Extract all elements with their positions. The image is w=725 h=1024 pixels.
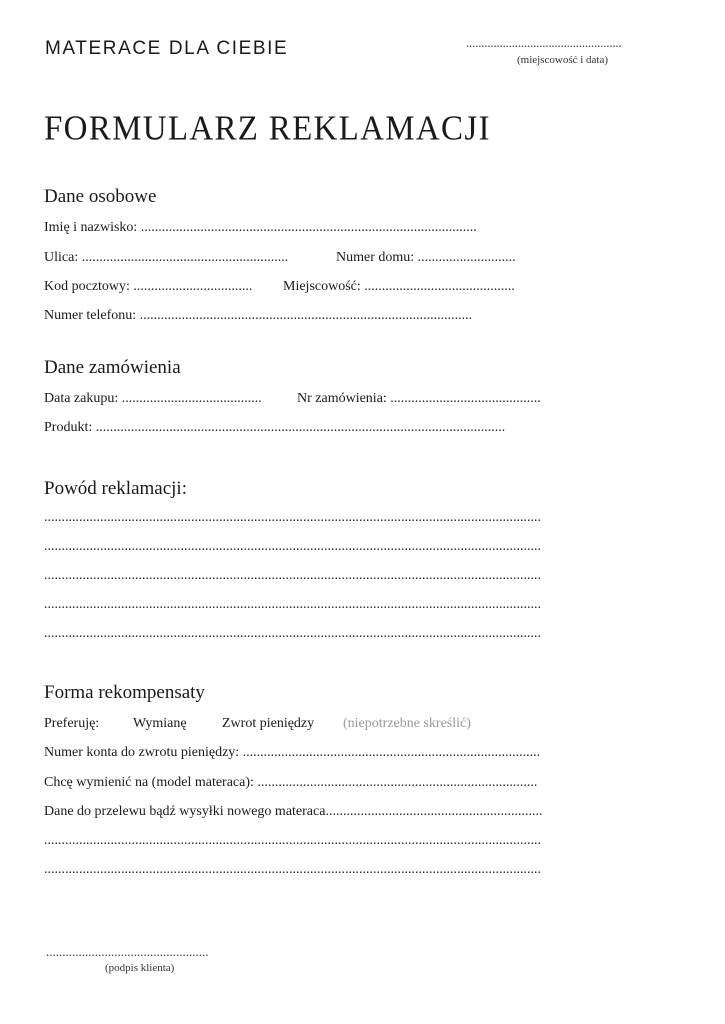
product-field[interactable]: Produkt: ..................................................................................................................... (44, 420, 506, 435)
section-heading-order: Dane zamówienia (44, 357, 181, 378)
account-number-field[interactable]: Numer konta do zwrotu pieniędzy: ..................................................................................... (44, 745, 541, 760)
form-title: FORMULARZ REKLAMACJI (44, 110, 491, 148)
brand-name: MATERACE DLA CIEBIE (45, 38, 289, 59)
reason-line[interactable]: .............................................................................................................................................. (44, 597, 541, 612)
exchange-model-field[interactable]: Chcę wymienić na (model materaca): ................................................................................ (44, 775, 538, 790)
signature-field[interactable]: .................................................. (46, 944, 209, 959)
section-heading-compensation: Forma rekompensaty (44, 682, 205, 703)
section-heading-personal: Dane osobowe (44, 186, 157, 207)
reason-line[interactable]: .............................................................................................................................................. (44, 510, 541, 525)
name-field[interactable]: Imię i nazwisko: ................................................................................................ (44, 220, 477, 235)
shipping-line[interactable]: .............................................................................................................................................. (44, 833, 541, 848)
phone-field[interactable]: Numer telefonu: ............................................................................................... (44, 308, 473, 323)
strike-note: (niepotrzebne skreślić) (343, 716, 471, 731)
prefer-label: Preferuję: (44, 716, 100, 731)
option-refund[interactable]: Zwrot pieniędzy (222, 716, 315, 731)
order-number-field[interactable]: Nr zamówienia: ........................................... (297, 391, 541, 406)
city-field[interactable]: Miejscowość: ........................................... (283, 279, 515, 294)
postal-code-field[interactable]: Kod pocztowy: .................................. (44, 279, 253, 294)
signature-caption: (podpis klienta) (105, 962, 175, 974)
purchase-date-field[interactable]: Data zakupu: ........................................ (44, 391, 262, 406)
place-date-caption: (miejscowość i data) (517, 54, 609, 66)
reason-line[interactable]: .............................................................................................................................................. (44, 568, 541, 583)
reason-line[interactable]: .............................................................................................................................................. (44, 626, 541, 641)
shipping-data-field[interactable]: Dane do przelewu bądź wysyłki nowego materaca.............................................................. (44, 804, 543, 819)
reason-line[interactable]: .............................................................................................................................................. (44, 539, 541, 554)
section-heading-reason: Powód reklamacji: (44, 478, 187, 499)
shipping-line[interactable]: .............................................................................................................................................. (44, 862, 541, 877)
place-date-field[interactable]: ................................................... (466, 35, 622, 50)
house-number-field[interactable]: Numer domu: ............................ (336, 250, 516, 265)
street-field[interactable]: Ulica: ........................................................... (44, 250, 289, 265)
option-exchange[interactable]: Wymianę (133, 716, 187, 731)
